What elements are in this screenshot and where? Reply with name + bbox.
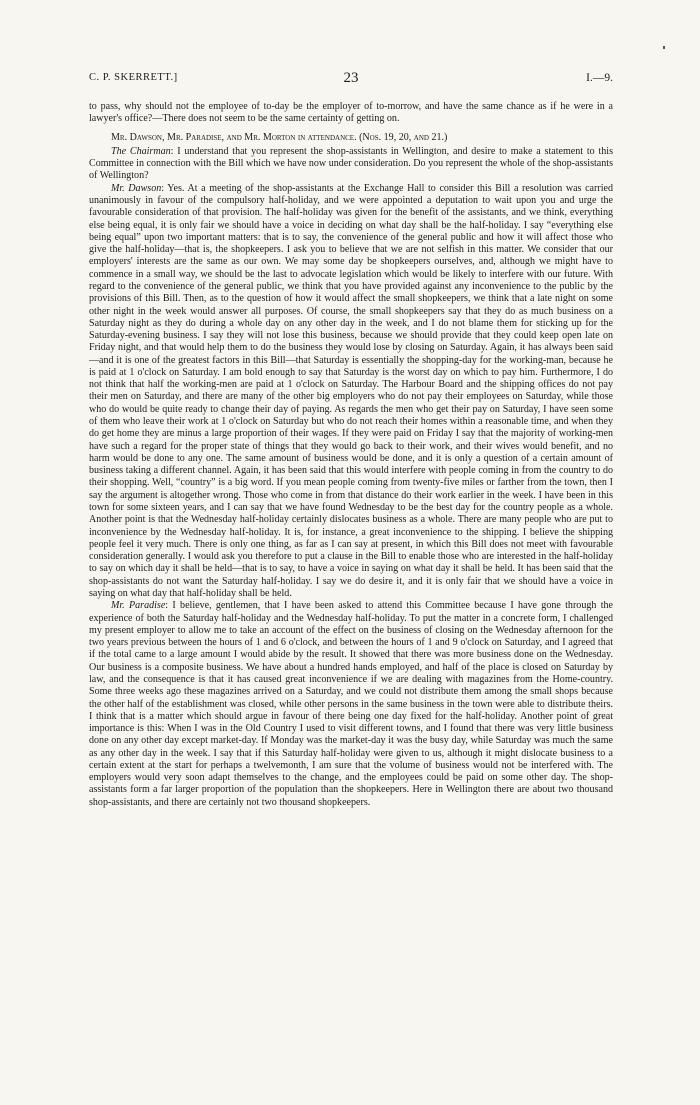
header-paper-ref: I.—9. bbox=[586, 72, 613, 84]
paragraph-paradise bbox=[89, 600, 613, 809]
speaker-chairman: The Chairman bbox=[111, 145, 171, 157]
speech-chairman: : I understand that you represent the shop-assistants in Wellington, and desire to make a statement to this Committee in connection with the Bill which we have now under consideration. Do you represent the whole of the shop-assistants of Wellington? bbox=[89, 145, 613, 182]
attendance-line: Mr. Dawson, Mr. Paradise, and Mr. Morton in attendance. (Nos. 19, 20, and 21.) bbox=[111, 131, 448, 143]
header-witness: C. P. SKERRETT.] bbox=[89, 72, 178, 83]
speaker-dawson: Mr. Dawson bbox=[111, 182, 162, 194]
scan-speck bbox=[663, 46, 665, 49]
speech-paradise: : I believe, gentlemen, that I have been asked to attend this Committee because I have gone through the experience of both the Saturday half-holiday and the Wednesday half-holiday. To put the matter in a concrete form, I challenged my present employer to allow me to take an account of the effect on the business of closing on the Wednesday afternoon for the two years previous between the hours of 1 and 6 o'clock, and between the hours of 1 and 9 o'clock on Saturday, and I agreed that if the total came to a large amount I would abide by the result. It showed that there was more business done on the Wednesday. Our business is a composite business. We have about a hundred hands employed, and half of the place is closed on Saturday by law, and the consequence is that it has caused great inconvenience if we are dealing with magazines from the Home-country. Some three weeks ago these magazines arrived on a Saturday, and we could not distribute them among the small shops because the other half of the establishment was closed, while other persons in the same business in the town were able to distribute theirs. I think that is a matter which should argue in favour of there being one day fixed for the half-holiday. Another point of great importance is this: When I was in the Old Country I used to visit different towns, and I found that there was very little business done on any other day except market-day. If Monday was the market-day it was the busy day, while Saturday was much the same as any other day in the week. I say that if this Saturday half-holiday were given to us, although it might dislocate business to a certain extent at the start for perhaps a twelvemonth, I am sure that the volume of business would not be interfered with. The employers would very soon adapt themselves to the change, and the employees could be paid on some other day. The shop-assistants form a far larger proportion of the population than the shopkeepers. Here in Wellington there are about two thousand shop-assistants, and there are certainly not two thousand shopkeepers. bbox=[89, 600, 613, 808]
speech-dawson: : Yes. At a meeting of the shop-assistants at the Exchange Hall to consider this Bill a resolution was carried unanimously in favour of the compulsory half-holiday, and we were appointed a deputation to wait upon you and urge the favourable consideration of that provision. The half-holiday was given for the benefit of the assistants, and we think, everything else being equal, it is only fair we should have a voice in deciding on what day shall be the half-holiday. I say “everything else being equal” upon two important matters: that is to say, the convenience of the general public and how it will affect those who give the half-holiday—that is, the shopkeepers. I ask you to believe that we are not selfish in this matter. We consider that our employers' interests are the same as our own. We may some day be shopkeepers ourselves, and, although we might have to commence in a small way, we should be the last to advocate legislation which would be likely to interfere with our future. With regard to the convenience of the general public, we think that you have provided against any inconvenience to the public by the provisions of this Bill. Then, as to the question of how it would affect the small shopkeepers, we think that a late night on some other night in the week would answer all purposes. Of course, the small shopkeepers say that they do as much business on a Saturday night as they do during a whole day on any other day in the week, and I do not blame them for sticking up for the Saturday-evening business. I say they will not lose this business, because we should provide that they could keep open late on Friday night, and that would help them to do the business they would lose by closing on Saturday. Again, it has always been said—and it is one of the greatest factors in this Bill—that Saturday is essentially the shopping-day for the working-man, because he is paid at 1 o'clock on Saturday. I am bold enough to say that Saturday is the worst day on which to pay him. Furthermore, I do not think that half the working-men are paid at 1 o'clock on Saturday. The Harbour Board and the shipping offices do not pay their men on Saturday, and there are many of the other big employers who do not pay their employees on Saturday, while those who do would be quite ready to change their day of paying. As regards the men who get their pay on Saturday, I have seen some of them who leave their work at 1 o'clock on Saturday but who do not reach their homes within a reasonable time, and when they do get home they are minus a large proportion of their wages. If they were paid on Friday I say that the majority of working-men have such a regard for the proper state of things that they would go back to their work, and their wives would benefit, and no harm would be done to any one. The same amount of business would be done, and it is only a question of a certain amount of business taking a different channel. Again, it has been said that this would interfere with people coming in from the country to do their shopping. Well, “country” is a big word. If you mean people coming from twenty-five miles or farther from the town, then I say the argument is altogether wrong. Those who come in from that distance do their work earlier in the week. I have been in this town for some sixteen years, and I can say that we have found Wednesday to be the best day for the country people as a whole. Another point is that the Wednesday half-holiday certainly dislocates business as a whole. There are many people who are put to inconvenience by the Wednesday half-holiday. It is, for instance, a great inconvenience to the shipping. I believe the shipping people feel it very much. There is only one thing, as far as I can say at present, in which this Bill does not meet with favourable consideration generally. I would ask you therefore to put a clause in the Bill to enable those who are interested in the half-holiday to say on which day it shall be held—that is to say, to have a voice in saying on what day it shall be held. It has been said that the shop-assistants do not want the Saturday half-holiday. I say we do desire it, and it is only fair that we should have a voice in saying on what day that half-holiday shall be held. bbox=[89, 182, 613, 599]
paragraph-chairman bbox=[89, 146, 613, 183]
speaker-paradise: Mr. Paradise bbox=[111, 600, 166, 612]
paragraph-continuation: to pass, why should not the employee of to-day be the employer of to-morrow, and have the same chance as if he were in a lawyer's office?—There does not seem to be the same certainty of getting on. bbox=[89, 101, 613, 125]
page-number: 23 bbox=[343, 70, 359, 86]
body-text bbox=[89, 101, 613, 809]
paragraph-dawson bbox=[89, 183, 613, 601]
running-header bbox=[89, 72, 613, 94]
